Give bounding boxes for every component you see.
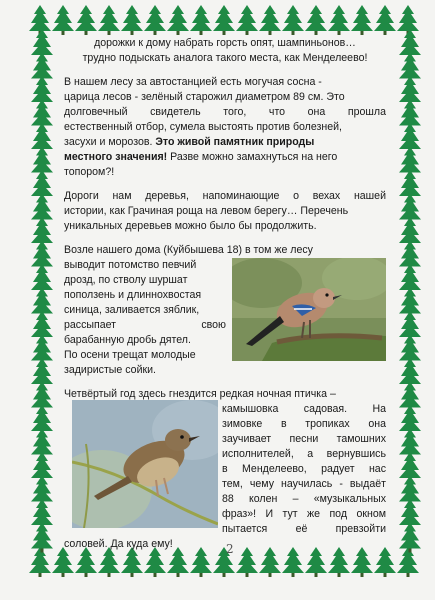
tree-icon: [98, 5, 120, 35]
paragraph-warbler-line: 88 колен – «музыкальных: [222, 493, 386, 505]
text-run: Разве можно замахнуться на него: [167, 151, 338, 163]
paragraph-birds-line: Возле нашего дома (Куйбышева 18) в том же лесу: [64, 244, 313, 256]
text-run: засухи и морозов.: [64, 136, 156, 148]
paragraph-warbler-line: фраз»! И тут же под окном: [222, 508, 386, 520]
paragraph-intro-line-1: дорожки к дому набрать горсть опят, шампиньонов…: [94, 37, 356, 49]
tree-icon: [144, 5, 166, 35]
tree-icon: [328, 5, 350, 35]
tree-icon: [52, 5, 74, 35]
paragraph-warbler-line: пытается её превзойти: [222, 523, 386, 535]
paragraph-warbler-line: зимовке в тропиках она: [222, 418, 386, 430]
tree-icon: [282, 5, 304, 35]
paragraph-birds-line: барабанную дробь дятел.: [64, 334, 191, 346]
paragraph-pine-line: топором?!: [64, 166, 115, 178]
paragraph-warbler-line: камышовка садовая. На: [222, 403, 386, 415]
paragraph-pine-line: естественный отбор, сумела выстоять против болезней,: [64, 121, 342, 133]
tree-icon: [75, 5, 97, 35]
paragraph-trees-line: Дороги нам деревья, напоминающие о вехах нашей: [64, 190, 386, 202]
paragraph-pine-line: царица лесов - зелёный старожил диаметром 89 см. Это: [64, 91, 345, 103]
tree-icon: [397, 5, 419, 35]
paragraph-birds-line: поползень и длиннохвостая: [64, 289, 202, 301]
paragraph-intro-line-2: трудно подыскать аналога такого места, как Менделеево!: [82, 52, 368, 64]
tree-icon: [351, 5, 373, 35]
paragraph-warbler-last: соловей. Да куда ему!: [64, 538, 173, 550]
paragraph-birds-line: выводит потомство певчий: [64, 259, 197, 271]
tree-icon: [399, 523, 421, 553]
paragraph-trees-line: уникальных деревьев можно было бы продолжить.: [64, 220, 317, 232]
paragraph-birds-line: дрозд, по стволу шуршат: [64, 274, 188, 286]
page-number: 2: [226, 542, 234, 556]
bold-monument-phrase: Это живой памятник природы: [155, 136, 315, 148]
paragraph-warbler-first: Четвёртый год здесь гнездится редкая ночная птичка –: [64, 388, 336, 400]
paragraph-warbler-line: исполнителей, а вернувшись: [222, 448, 386, 460]
paragraph-pine-monument: [64, 135, 386, 150]
tree-icon: [121, 5, 143, 35]
paragraph-birds-line: По осени трещат молодые: [64, 349, 196, 361]
jay-bird-photo: [232, 258, 386, 361]
tree-icon: [167, 5, 189, 35]
bold-significance-phrase: местного значения!: [64, 151, 168, 163]
tree-icon: [213, 5, 235, 35]
paragraph-birds-line: синица, заливается зяблик,: [64, 304, 200, 316]
tree-icon: [31, 523, 53, 553]
tree-icon: [190, 5, 212, 35]
tree-icon: [236, 5, 258, 35]
paragraph-warbler-line: в Менделеево, радует нас: [222, 463, 386, 475]
tree-icon: [29, 5, 51, 35]
warbler-bird-photo: [72, 400, 218, 528]
tree-icon: [259, 5, 281, 35]
tree-icon: [397, 547, 419, 577]
paragraph-pine-line: В нашем лесу за автостанцией есть могучая сосна -: [64, 76, 322, 88]
paragraph-pine-monument-2: [64, 150, 386, 165]
paragraph-trees-line: истории, как Грачиная роща на левом берегу… Перечень: [64, 205, 349, 217]
article-body: [64, 36, 386, 556]
paragraph-birds-line: задиристые сойки.: [64, 364, 156, 376]
tree-icon: [305, 5, 327, 35]
tree-icon: [29, 547, 51, 577]
paragraph-warbler-line: заучивает песни тамошних: [222, 433, 386, 445]
tree-icon: [374, 5, 396, 35]
paragraph-warbler-line: тем, чему научилась - выдаёт: [222, 478, 386, 490]
paragraph-pine-line: долговечный свидетель того, что она прошла: [64, 106, 386, 118]
paragraph-birds-line: рассыпает свою: [64, 319, 226, 331]
